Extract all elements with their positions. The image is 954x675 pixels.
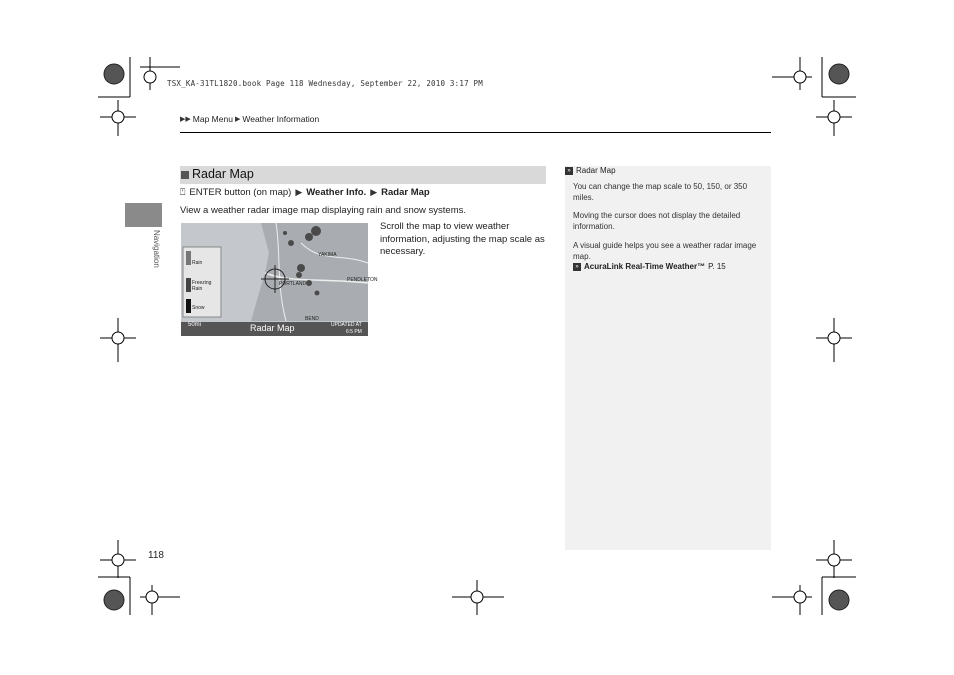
breadcrumb [180,114,319,124]
square-icon [181,171,189,179]
legend-label: Rain [192,260,203,266]
double-arrow-icon: ▶▶ [180,116,191,123]
section-description: View a weather radar image map displaying rain and snow systems. [180,205,467,216]
link-arrow-icon: » [573,263,581,271]
legend-label: Freezing Rain [192,280,212,292]
link-text[interactable]: AcuraLink Real-Time Weather™ [584,262,706,271]
map-title: Radar Map [250,323,295,333]
button-icon: ⍞ [180,187,186,197]
city-label: PENDLETON [347,277,378,283]
navigation-path [180,187,430,198]
city-label: BEND [305,316,319,322]
map-updated-label: UPDATED AT [331,322,362,328]
legend-label: Snow [192,305,205,311]
map-scale: 50mi [188,322,202,328]
sidebar-paragraph: A visual guide helps you see a weather radar image map. [573,241,757,261]
arrow-icon: ▶ [370,187,378,197]
radar-map-image [181,223,378,336]
sidebar-paragraph: You can change the map scale to 50, 150, or 350 miles. [573,182,748,202]
city-label: YAKIMA [318,252,337,258]
section-paragraph: Scroll the map to view weather information, adjusting the map scale as necessary. [380,221,545,257]
path-step: Radar Map [381,187,430,198]
path-start: ENTER button (on map) [189,187,292,198]
file-header: TSX_KA-31TL1820.book Page 118 Wednesday, September 22, 2010 3:17 PM [167,79,483,88]
breadcrumb-item[interactable]: Weather Information [242,114,320,124]
link-page: P. 15 [708,262,726,271]
page-number: 118 [148,550,164,561]
sidebar-heading [565,166,616,175]
city-label: PORTLAND [279,281,307,287]
path-step: Weather Info. [306,187,367,198]
breadcrumb-item[interactable]: Map Menu [192,114,233,124]
side-tab-label: Navigation [152,230,161,268]
header-rule [180,132,771,133]
cross-reference-link[interactable] [573,262,726,271]
sidebar-heading-text: Radar Map [576,166,616,175]
arrow-icon: ▶ [234,116,241,123]
section-title: Radar Map [192,167,254,181]
map-updated-time: 6:5 PM [346,329,362,335]
reference-icon: » [565,167,573,175]
section-heading [180,166,546,184]
sidebar-paragraph: Moving the cursor does not display the detailed information. [573,211,741,231]
arrow-icon: ▶ [295,187,303,197]
side-tab [125,203,162,227]
